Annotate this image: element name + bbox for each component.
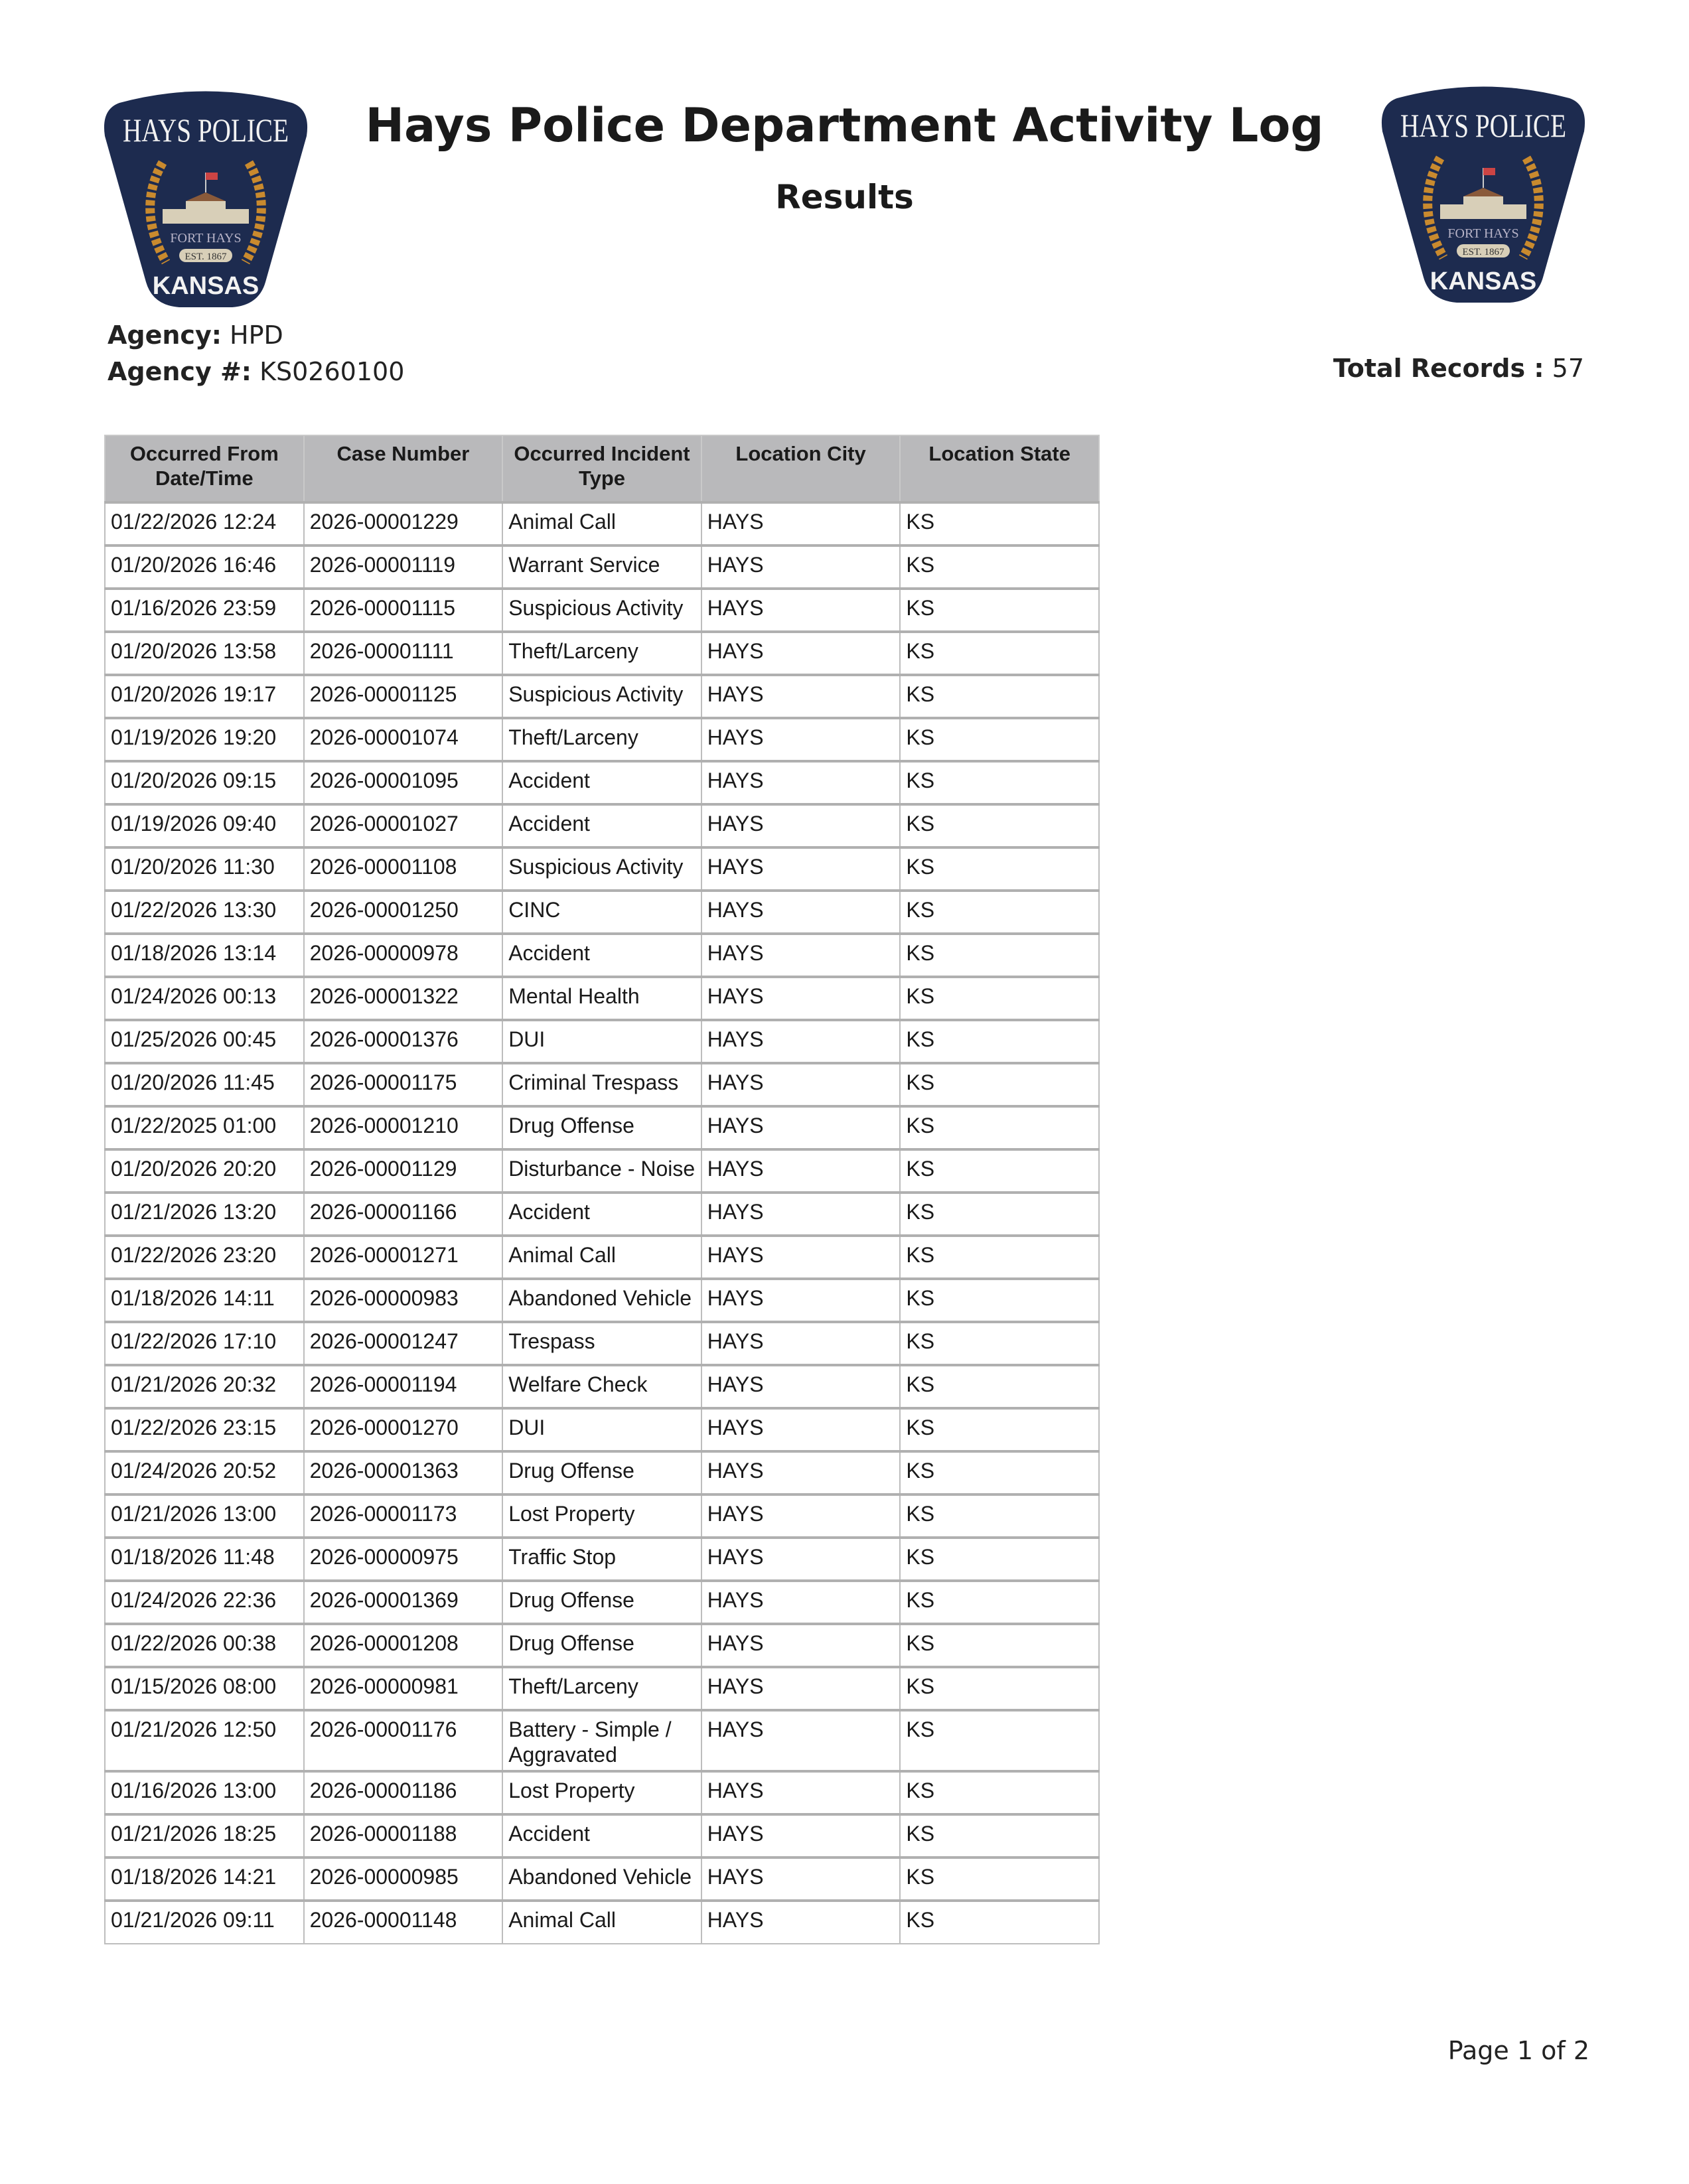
table-row — [105, 1581, 1099, 1624]
cell-datetime: 01/20/2026 13:58 — [105, 632, 304, 675]
cell-incident-type: Welfare Check — [502, 1365, 701, 1408]
page-title: Hays Police Department Activity Log — [365, 98, 1324, 153]
column-header: Occurred Incident Type — [502, 435, 701, 502]
cell-city: HAYS — [701, 1771, 901, 1814]
cell-case-number: 2026-00001271 — [304, 1236, 503, 1279]
cell-case-number: 2026-00001376 — [304, 1020, 503, 1063]
cell-datetime: 01/19/2026 19:20 — [105, 718, 304, 761]
cell-incident-type: Battery - Simple / Aggravated — [502, 1710, 701, 1771]
cell-datetime: 01/21/2026 13:20 — [105, 1193, 304, 1236]
cell-city: HAYS — [701, 1149, 901, 1193]
cell-case-number: 2026-00001166 — [304, 1193, 503, 1236]
cell-case-number: 2026-00001194 — [304, 1365, 503, 1408]
cell-state: KS — [900, 1279, 1099, 1322]
cell-city: HAYS — [701, 1494, 901, 1538]
cell-datetime: 01/24/2026 00:13 — [105, 977, 304, 1020]
cell-case-number: 2026-00001322 — [304, 977, 503, 1020]
cell-incident-type: Accident — [502, 1193, 701, 1236]
cell-incident-type: Theft/Larceny — [502, 1667, 701, 1710]
cell-incident-type: Trespass — [502, 1322, 701, 1365]
cell-datetime: 01/18/2026 14:11 — [105, 1279, 304, 1322]
page-subtitle: Results — [775, 178, 914, 216]
cell-city: HAYS — [701, 1451, 901, 1494]
logo-bottom-text: KANSAS — [152, 272, 259, 300]
cell-case-number: 2026-00001208 — [304, 1624, 503, 1667]
cell-case-number: 2026-00001270 — [304, 1408, 503, 1451]
cell-city: HAYS — [701, 502, 901, 546]
cell-datetime: 01/19/2026 09:40 — [105, 804, 304, 847]
cell-state: KS — [900, 1538, 1099, 1581]
cell-city: HAYS — [701, 1710, 901, 1771]
cell-state: KS — [900, 1365, 1099, 1408]
cell-incident-type: Accident — [502, 804, 701, 847]
table-row — [105, 1322, 1099, 1365]
cell-case-number: 2026-00001229 — [304, 502, 503, 546]
cell-state: KS — [900, 891, 1099, 934]
cell-city: HAYS — [701, 847, 901, 891]
cell-city: HAYS — [701, 718, 901, 761]
cell-incident-type: Drug Offense — [502, 1624, 701, 1667]
table-row — [105, 1279, 1099, 1322]
table-row — [105, 1857, 1099, 1901]
table-row — [105, 718, 1099, 761]
cell-incident-type: Abandoned Vehicle — [502, 1857, 701, 1901]
cell-city: HAYS — [701, 546, 901, 589]
cell-state: KS — [900, 1624, 1099, 1667]
cell-case-number: 2026-00001027 — [304, 804, 503, 847]
cell-state: KS — [900, 1494, 1099, 1538]
cell-state: KS — [900, 718, 1099, 761]
cell-datetime: 01/21/2026 13:00 — [105, 1494, 304, 1538]
table-row — [105, 847, 1099, 891]
cell-datetime: 01/18/2026 11:48 — [105, 1538, 304, 1581]
cell-datetime: 01/24/2026 22:36 — [105, 1581, 304, 1624]
cell-city: HAYS — [701, 1814, 901, 1857]
table-row — [105, 1710, 1099, 1771]
cell-incident-type: Accident — [502, 934, 701, 977]
cell-datetime: 01/21/2026 12:50 — [105, 1710, 304, 1771]
cell-incident-type: Accident — [502, 1814, 701, 1857]
cell-city: HAYS — [701, 1667, 901, 1710]
activity-table — [104, 435, 1100, 1944]
total-records — [1333, 354, 1584, 383]
table-row — [105, 1814, 1099, 1857]
cell-state: KS — [900, 1581, 1099, 1624]
cell-city: HAYS — [701, 1279, 901, 1322]
cell-city: HAYS — [701, 1063, 901, 1106]
table-row — [105, 675, 1099, 718]
cell-incident-type: Animal Call — [502, 1236, 701, 1279]
cell-incident-type: CINC — [502, 891, 701, 934]
table-row — [105, 1408, 1099, 1451]
cell-incident-type: DUI — [502, 1020, 701, 1063]
cell-city: HAYS — [701, 1857, 901, 1901]
cell-state: KS — [900, 1193, 1099, 1236]
cell-datetime: 01/24/2026 20:52 — [105, 1451, 304, 1494]
cell-case-number: 2026-00001175 — [304, 1063, 503, 1106]
cell-city: HAYS — [701, 934, 901, 977]
table-row — [105, 1063, 1099, 1106]
cell-incident-type: Disturbance - Noise — [502, 1149, 701, 1193]
cell-incident-type: Criminal Trespass — [502, 1063, 701, 1106]
cell-datetime: 01/22/2026 13:30 — [105, 891, 304, 934]
cell-state: KS — [900, 1857, 1099, 1901]
cell-datetime: 01/18/2026 13:14 — [105, 934, 304, 977]
table-row — [105, 1451, 1099, 1494]
cell-datetime: 01/21/2026 20:32 — [105, 1365, 304, 1408]
table-row — [105, 502, 1099, 546]
cell-datetime: 01/20/2026 16:46 — [105, 546, 304, 589]
table-row — [105, 1020, 1099, 1063]
cell-case-number: 2026-00001115 — [304, 589, 503, 632]
cell-datetime: 01/20/2026 11:45 — [105, 1063, 304, 1106]
cell-datetime: 01/20/2026 11:30 — [105, 847, 304, 891]
cell-case-number: 2026-00000978 — [304, 934, 503, 977]
logo-est-text: EST. 1867 — [1462, 247, 1505, 257]
cell-city: HAYS — [701, 1106, 901, 1149]
table-row — [105, 546, 1099, 589]
cell-case-number: 2026-00001369 — [304, 1581, 503, 1624]
cell-city: HAYS — [701, 1538, 901, 1581]
cell-case-number: 2026-00000983 — [304, 1279, 503, 1322]
cell-incident-type: Lost Property — [502, 1494, 701, 1538]
table-row — [105, 977, 1099, 1020]
cell-state: KS — [900, 1236, 1099, 1279]
logo-middle-text: FORT HAYS — [170, 231, 242, 246]
cell-incident-type: Suspicious Activity — [502, 847, 701, 891]
cell-state: KS — [900, 1451, 1099, 1494]
table-row — [105, 589, 1099, 632]
logo-top-text: HAYS POLICE — [1400, 107, 1566, 144]
page-number: Page 1 of 2 — [1447, 2036, 1589, 2065]
cell-datetime: 01/21/2026 18:25 — [105, 1814, 304, 1857]
logo-bottom-text: KANSAS — [1430, 267, 1537, 295]
cell-case-number: 2026-00001111 — [304, 632, 503, 675]
cell-city: HAYS — [701, 977, 901, 1020]
logo-top-text: HAYS POLICE — [123, 111, 289, 149]
table-row — [105, 1771, 1099, 1814]
cell-datetime: 01/18/2026 14:21 — [105, 1857, 304, 1901]
table-header-row — [105, 435, 1099, 502]
cell-incident-type: Suspicious Activity — [502, 675, 701, 718]
table-row — [105, 1901, 1099, 1944]
cell-incident-type: Drug Offense — [502, 1581, 701, 1624]
table-row — [105, 1365, 1099, 1408]
cell-case-number: 2026-00000975 — [304, 1538, 503, 1581]
cell-datetime: 01/16/2026 23:59 — [105, 589, 304, 632]
cell-state: KS — [900, 546, 1099, 589]
cell-state: KS — [900, 632, 1099, 675]
cell-city: HAYS — [701, 1365, 901, 1408]
cell-case-number: 2026-00001186 — [304, 1771, 503, 1814]
cell-case-number: 2026-00001074 — [304, 718, 503, 761]
cell-city: HAYS — [701, 1408, 901, 1451]
cell-state: KS — [900, 761, 1099, 804]
cell-city: HAYS — [701, 1901, 901, 1944]
column-header: Case Number — [304, 435, 503, 502]
agency-number-label: Agency #: — [108, 357, 252, 386]
cell-state: KS — [900, 804, 1099, 847]
cell-state: KS — [900, 675, 1099, 718]
cell-state: KS — [900, 1771, 1099, 1814]
cell-datetime: 01/21/2026 09:11 — [105, 1901, 304, 1944]
cell-datetime: 01/22/2026 12:24 — [105, 502, 304, 546]
table-row — [105, 1149, 1099, 1193]
agency-number-value: KS0260100 — [259, 357, 405, 386]
cell-city: HAYS — [701, 1020, 901, 1063]
cell-datetime: 01/15/2026 08:00 — [105, 1667, 304, 1710]
cell-datetime: 01/20/2026 20:20 — [105, 1149, 304, 1193]
cell-state: KS — [900, 1106, 1099, 1149]
cell-state: KS — [900, 977, 1099, 1020]
cell-state: KS — [900, 1710, 1099, 1771]
agency-label: Agency: — [108, 321, 222, 350]
cell-state: KS — [900, 1901, 1099, 1944]
cell-city: HAYS — [701, 632, 901, 675]
cell-city: HAYS — [701, 1624, 901, 1667]
cell-datetime: 01/16/2026 13:00 — [105, 1771, 304, 1814]
cell-state: KS — [900, 934, 1099, 977]
total-records-value: 57 — [1552, 354, 1584, 383]
cell-case-number: 2026-00001095 — [304, 761, 503, 804]
column-header: Occurred From Date/Time — [105, 435, 304, 502]
table-row — [105, 891, 1099, 934]
cell-incident-type: Abandoned Vehicle — [502, 1279, 701, 1322]
table-row — [105, 934, 1099, 977]
cell-city: HAYS — [701, 1193, 901, 1236]
cell-state: KS — [900, 1408, 1099, 1451]
cell-incident-type: Lost Property — [502, 1771, 701, 1814]
cell-case-number: 2026-00001250 — [304, 891, 503, 934]
agency-number-line — [108, 357, 404, 386]
table-row — [105, 1106, 1099, 1149]
cell-city: HAYS — [701, 589, 901, 632]
cell-state: KS — [900, 1667, 1099, 1710]
cell-city: HAYS — [701, 1581, 901, 1624]
cell-datetime: 01/22/2026 17:10 — [105, 1322, 304, 1365]
table-row — [105, 761, 1099, 804]
cell-state: KS — [900, 1063, 1099, 1106]
cell-datetime: 01/22/2026 00:38 — [105, 1624, 304, 1667]
cell-incident-type: Mental Health — [502, 977, 701, 1020]
cell-state: KS — [900, 589, 1099, 632]
cell-city: HAYS — [701, 891, 901, 934]
cell-incident-type: Accident — [502, 761, 701, 804]
cell-case-number: 2026-00000981 — [304, 1667, 503, 1710]
table-row — [105, 1193, 1099, 1236]
cell-state: KS — [900, 502, 1099, 546]
table-row — [105, 1538, 1099, 1581]
cell-city: HAYS — [701, 761, 901, 804]
cell-state: KS — [900, 1149, 1099, 1193]
cell-incident-type: Drug Offense — [502, 1451, 701, 1494]
cell-state: KS — [900, 1322, 1099, 1365]
cell-incident-type: Animal Call — [502, 502, 701, 546]
table-row — [105, 1236, 1099, 1279]
agency-value: HPD — [230, 321, 283, 350]
cell-case-number: 2026-00001173 — [304, 1494, 503, 1538]
cell-datetime: 01/22/2026 23:15 — [105, 1408, 304, 1451]
cell-city: HAYS — [701, 675, 901, 718]
cell-case-number: 2026-00001148 — [304, 1901, 503, 1944]
table-row — [105, 1667, 1099, 1710]
cell-case-number: 2026-00001125 — [304, 675, 503, 718]
cell-incident-type: Suspicious Activity — [502, 589, 701, 632]
cell-city: HAYS — [701, 1322, 901, 1365]
cell-case-number: 2026-00001247 — [304, 1322, 503, 1365]
column-header: Location State — [900, 435, 1099, 502]
table-row — [105, 632, 1099, 675]
table-row — [105, 1494, 1099, 1538]
cell-datetime: 01/20/2026 19:17 — [105, 675, 304, 718]
logo-est-text: EST. 1867 — [184, 252, 227, 262]
cell-case-number: 2026-00001129 — [304, 1149, 503, 1193]
cell-case-number: 2026-00001210 — [304, 1106, 503, 1149]
cell-incident-type: Traffic Stop — [502, 1538, 701, 1581]
cell-case-number: 2026-00001108 — [304, 847, 503, 891]
cell-incident-type: Animal Call — [502, 1901, 701, 1944]
cell-incident-type: Theft/Larceny — [502, 718, 701, 761]
table-row — [105, 804, 1099, 847]
cell-state: KS — [900, 1020, 1099, 1063]
cell-state: KS — [900, 847, 1099, 891]
cell-incident-type: DUI — [502, 1408, 701, 1451]
table-row — [105, 1624, 1099, 1667]
cell-datetime: 01/22/2025 01:00 — [105, 1106, 304, 1149]
cell-case-number: 2026-00001363 — [304, 1451, 503, 1494]
cell-case-number: 2026-00000985 — [304, 1857, 503, 1901]
cell-state: KS — [900, 1814, 1099, 1857]
cell-case-number: 2026-00001188 — [304, 1814, 503, 1857]
agency-line — [108, 321, 283, 350]
cell-datetime: 01/22/2026 23:20 — [105, 1236, 304, 1279]
cell-case-number: 2026-00001119 — [304, 546, 503, 589]
cell-datetime: 01/25/2026 00:45 — [105, 1020, 304, 1063]
cell-city: HAYS — [701, 804, 901, 847]
column-header: Location City — [701, 435, 901, 502]
cell-incident-type: Theft/Larceny — [502, 632, 701, 675]
cell-incident-type: Warrant Service — [502, 546, 701, 589]
cell-case-number: 2026-00001176 — [304, 1710, 503, 1771]
total-records-label: Total Records : — [1333, 354, 1544, 383]
cell-datetime: 01/20/2026 09:15 — [105, 761, 304, 804]
cell-incident-type: Drug Offense — [502, 1106, 701, 1149]
cell-city: HAYS — [701, 1236, 901, 1279]
logo-middle-text: FORT HAYS — [1447, 226, 1519, 241]
